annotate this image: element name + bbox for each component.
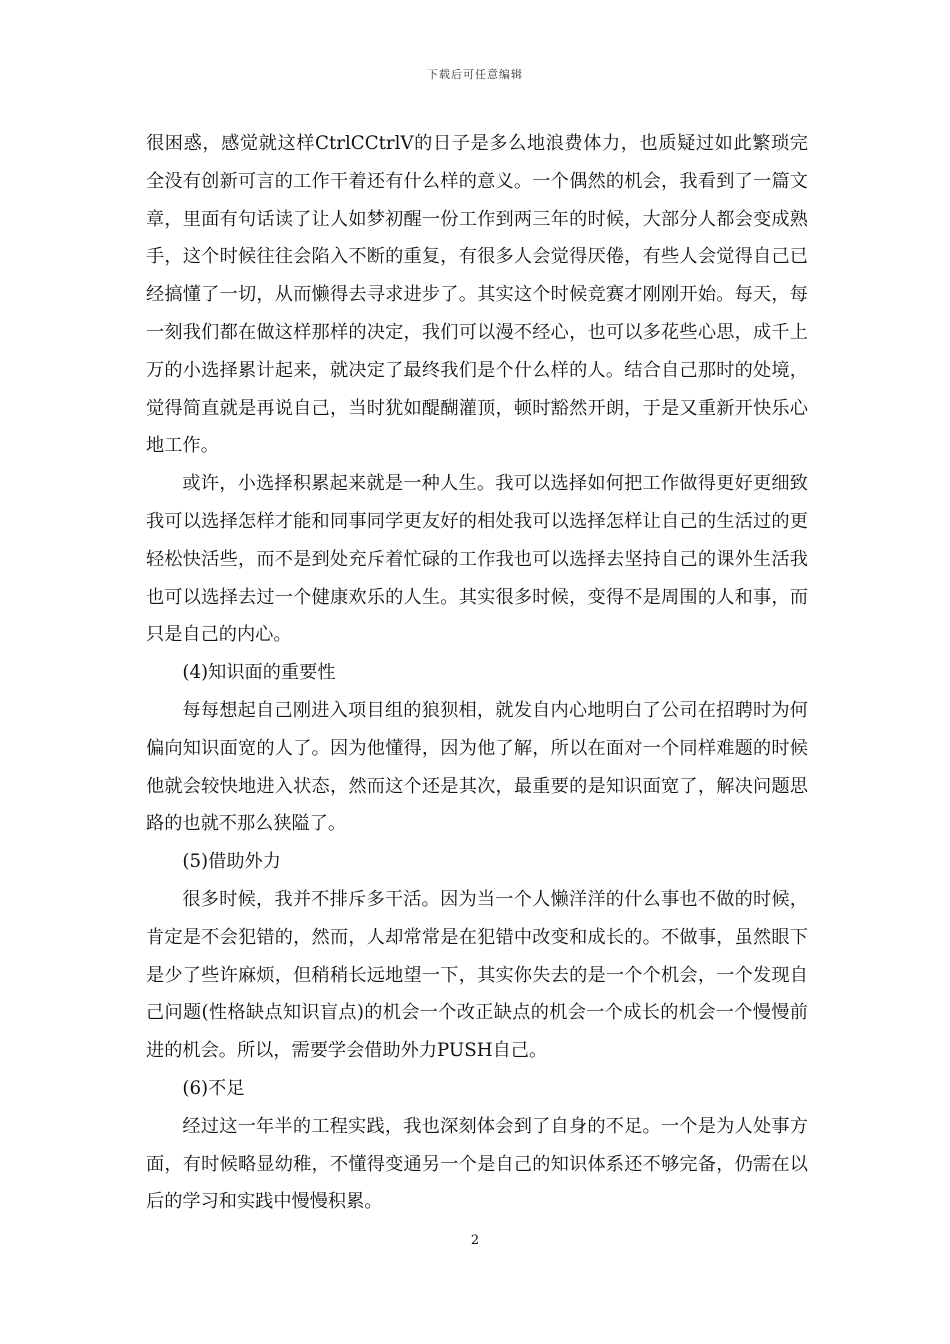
section-heading: (5)借助外力 [182,851,281,873]
page-number: 2 [470,1233,480,1248]
section-heading: (4)知识面的重要性 [182,662,336,684]
body-paragraph: 很多时候，我并不排斥多干活。因为当一个人懒洋洋的什么事也不做的时候，肯定是不会犯错的，然而，人却常常是在犯错中改变和成长的。不做事，虽然眼下是少了些许麻烦，但稍稍长远地望一下，其实你失去的是一个个机会，一个发现自己问题(性格缺点知识盲点)的机会一个改正缺点的机会一个成长的机会一个慢慢前进的机会。所以，需要学会借助外力PUSH自己。 [146,888,808,1062]
body-paragraph: 经过这一年半的工程实践，我也深刻体会到了自身的不足。一个是为人处事方面，有时候略显幼稚，不懂得变通另一个是自己的知识体系还不够完备，仍需在以后的学习和实践中慢慢积累。 [146,1115,808,1213]
section-heading: (6)不足 [182,1077,245,1099]
body-paragraph: 每每想起自己刚进入项目组的狼狈相，就发自内心地明白了公司在招聘时为何偏向知识面宽的人了。因为他懂得，因为他了解，所以在面对一个同样难题的时候他就会较快地进入状态，然而这个还是其次，最重要的是知识面宽了，解决问题思路的也就不那么狭隘了。 [146,699,808,835]
document-body [146,125,808,1221]
page-header: 下载后可任意编辑 [427,68,523,81]
body-paragraph: 很困惑，感觉就这样CtrlCCtrlV的日子是多么地浪费体力，也质疑过如此繁琐完全没有创新可言的工作干着还有什么样的意义。一个偶然的机会，我看到了一篇文章，里面有句话读了让人如梦初醒一份工作到两三年的时候，大部分人都会变成熟手，这个时候往往会陷入不断的重复，有很多人会觉得厌倦，有些人会觉得自己已经搞懂了一切，从而懒得去寻求进步了。其实这个时候竞赛才刚刚开始。每天，每一刻我们都在做这样那样的决定，我们可以漫不经心，也可以多花些心思，成千上万的小选择累计起来，就决定了最终我们是个什么样的人。结合自己那时的处境，觉得简直就是再说自己，当时犹如醍醐灌顶，顿时豁然开朗，于是又重新开快乐心地工作。 [146,133,808,457]
body-paragraph: 或许，小选择积累起来就是一种人生。我可以选择如何把工作做得更好更细致我可以选择怎样才能和同事同学更友好的相处我可以选择怎样让自己的生活过的更轻松快活些，而不是到处充斥着忙碌的工作我也可以选择去坚持自己的课外生活我也可以选择去过一个健康欢乐的人生。其实很多时候，变得不是周围的人和事，而只是自己的内心。 [146,473,808,646]
